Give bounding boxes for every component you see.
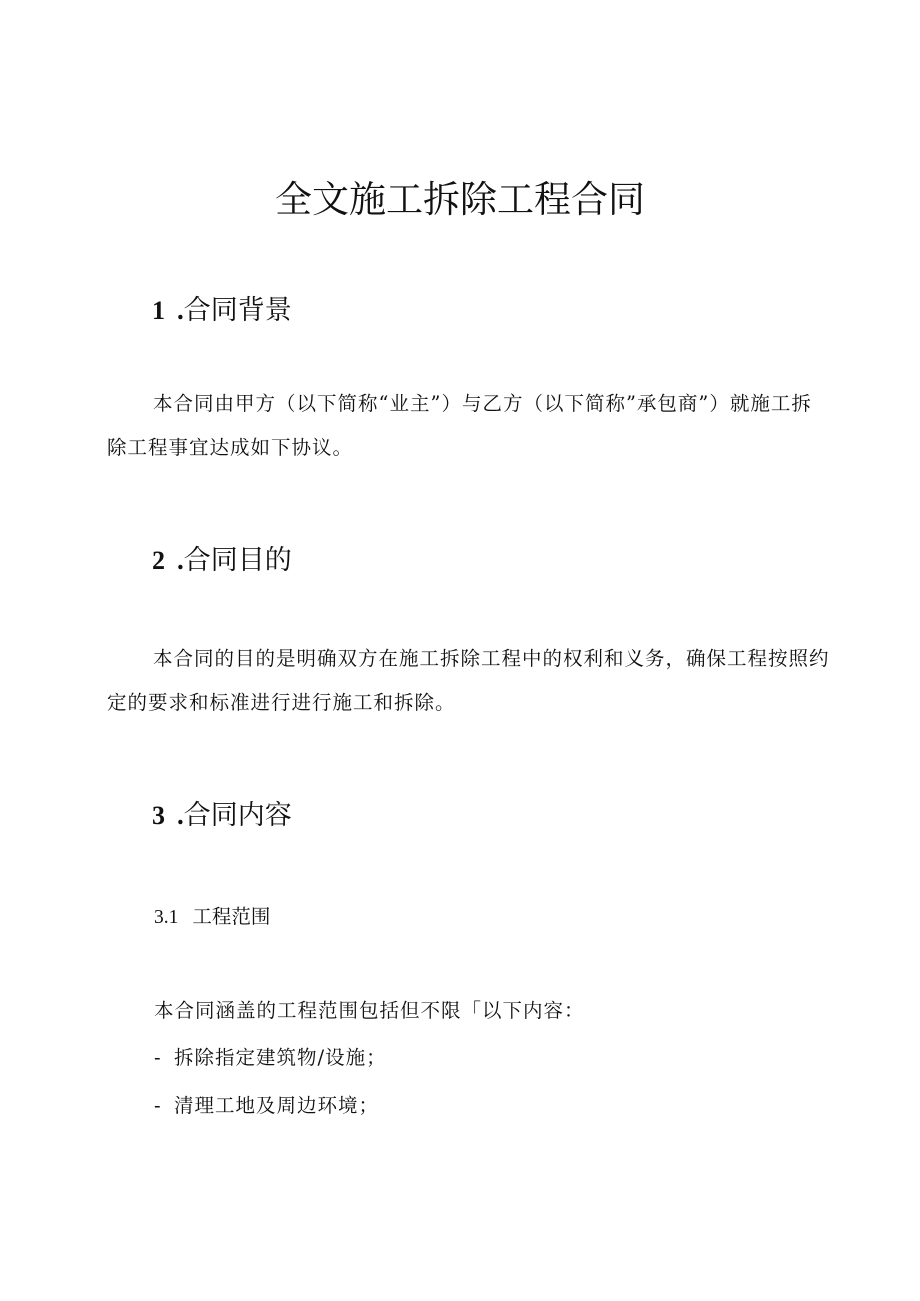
section-3-dot: .: [177, 800, 184, 830]
subsection-3-1-number: 3.1: [154, 907, 179, 928]
subsection-3-1-title: 工程范围: [192, 905, 271, 928]
section-1-paragraph: 本合同由甲方（以下简称“业主”）与乙方（以下简称”承包商”）就施工拆除工程事宜达成如下协议。: [107, 392, 812, 459]
list-item-dash: -: [154, 1094, 162, 1117]
list-item: [154, 1043, 387, 1073]
list-item-dash: -: [154, 1046, 162, 1069]
section-3-heading: [152, 797, 292, 834]
section-1-title: 合同背景: [183, 295, 292, 326]
section-3-title: 合同内容: [183, 800, 292, 831]
list-item: [154, 1091, 379, 1121]
section-2-heading: [152, 542, 292, 579]
list-item-text: 清理工地及周边环境；: [174, 1094, 380, 1117]
section-1-heading: [152, 292, 292, 329]
subsection-3-1-intro: 本合同涵盖的工程范围包括但不限「以下内容：: [154, 999, 585, 1022]
section-1-number: 1: [152, 296, 165, 325]
section-2-title: 合同目的: [183, 545, 292, 576]
section-2-number: 2: [152, 546, 165, 575]
document-title: 全文施工拆除工程合同: [275, 178, 645, 221]
subsection-3-1-heading: [154, 902, 270, 933]
list-item-text: 拆除指定建筑物/设施；: [174, 1046, 387, 1069]
section-3-number: 3: [152, 801, 165, 830]
section-1-dot: .: [177, 295, 184, 325]
section-2-dot: .: [177, 545, 184, 575]
section-2-paragraph: 本合同的目的是明确双方在施工拆除工程中的权利和义务，确保工程按照约定的要求和标准进行进行施工和拆除。: [107, 647, 830, 714]
